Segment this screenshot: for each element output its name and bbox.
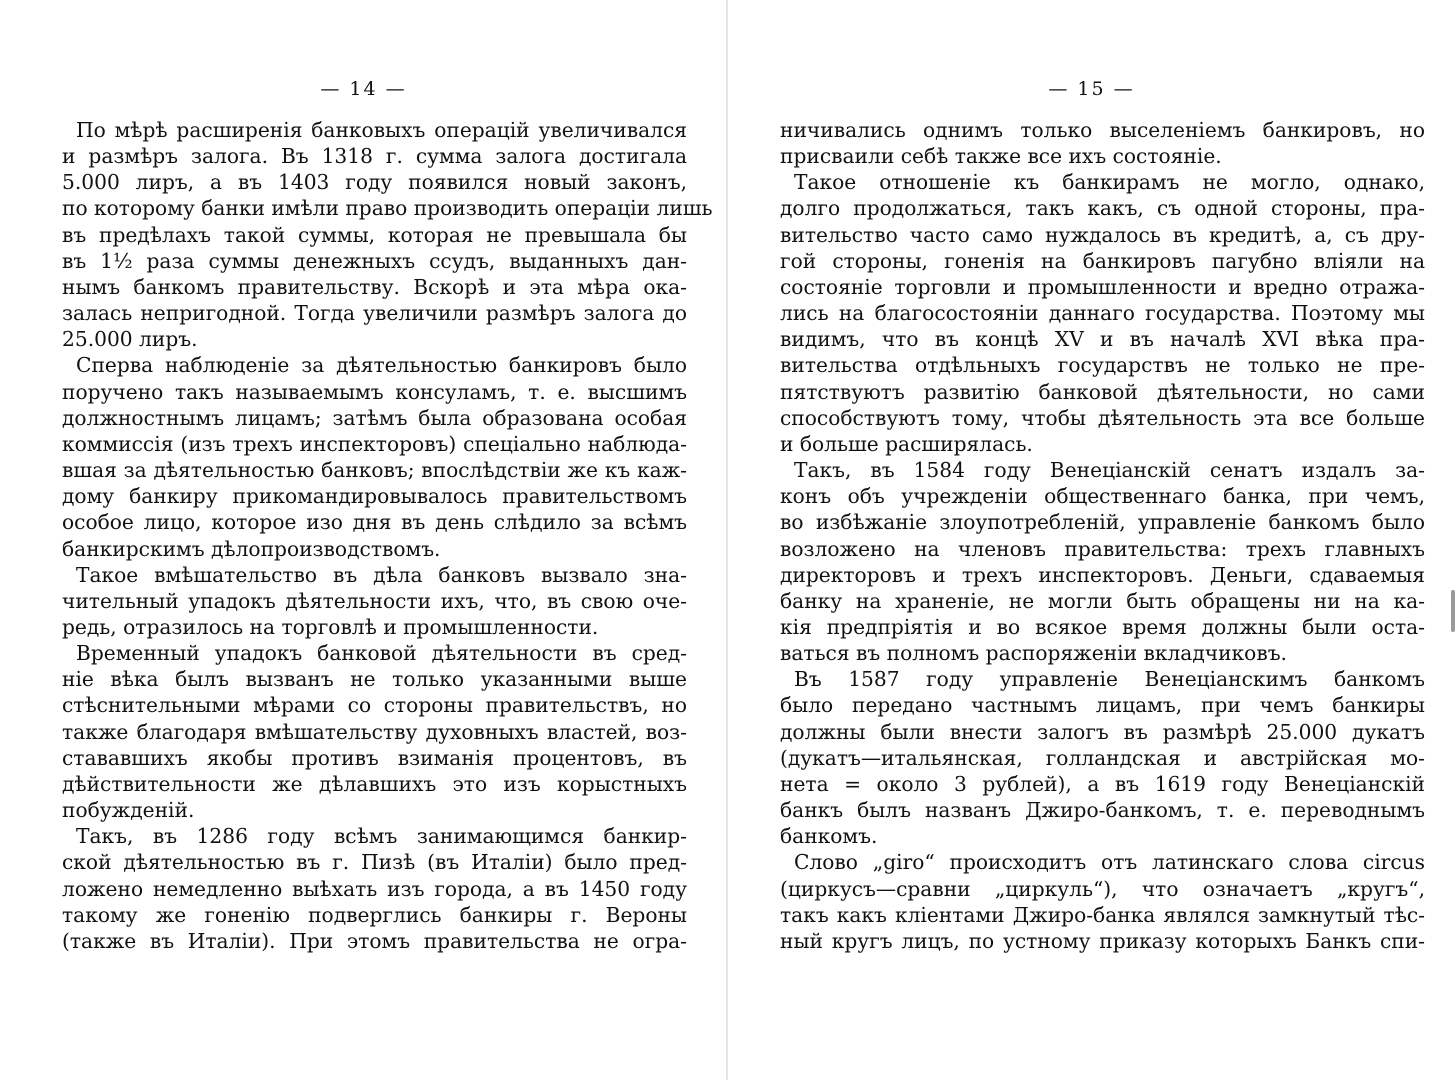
text-line: способствуютъ тому, чтобы дѣятельность эта все больше bbox=[780, 405, 1425, 430]
text-line: такому же гоненію подверглись банкиры г. Вероны bbox=[62, 902, 687, 927]
text-line: дѣйствительности же дѣлавшихъ это изъ корыстныхъ bbox=[62, 771, 687, 796]
left-page bbox=[0, 0, 727, 1080]
page-body-text bbox=[780, 117, 1425, 954]
text-line: 25.000 лиръ. bbox=[62, 327, 198, 352]
text-line: редь, отразилось на торговлѣ и промышленности. bbox=[62, 614, 599, 639]
text-line: Такое вмѣшательство въ дѣла банковъ вызвало зна- bbox=[76, 562, 687, 587]
text-line: въ 1½ раза суммы денежныхъ ссудъ, выданныхъ дан- bbox=[62, 248, 687, 273]
text-line: и размѣръ залога. Въ 1318 г. сумма залога достигала bbox=[62, 144, 687, 169]
text-line: ской дѣятельностью въ г. Пизѣ (въ Италіи) было пред- bbox=[62, 850, 687, 875]
text-line: коммиссія (изъ трехъ инспекторовъ) спеціально наблюда- bbox=[62, 431, 687, 456]
text-line: банку на храненіе, не могли быть обращены ни на ка- bbox=[780, 588, 1425, 613]
text-line: стѣснительными мѣрами со стороны правительствъ, но bbox=[62, 693, 687, 718]
page-number: — 14 — bbox=[320, 78, 407, 100]
text-line: вшая за дѣятельностью банковъ; впослѣдствіи же къ каж- bbox=[62, 458, 687, 483]
text-line: состояніе торговли и промышленности и вредно отража- bbox=[780, 274, 1425, 299]
text-line: видимъ, что въ концѣ XV и въ началѣ XVI вѣка пра- bbox=[780, 327, 1425, 352]
text-line: (также въ Италіи). При этомъ правительства не огра- bbox=[62, 928, 687, 953]
text-line: дому банкиру прикомандировывалось правительствомъ bbox=[62, 484, 687, 509]
text-line: Такое отношеніе къ банкирамъ не могло, однако, bbox=[794, 170, 1425, 195]
text-line: пятствуютъ развитію банковой дѣятельности, но сами bbox=[780, 379, 1425, 404]
text-line: чительный упадокъ дѣятельности ихъ, что, въ свою оче- bbox=[62, 588, 687, 613]
text-line: во избѣжаніе злоупотребленій, управленіе банкомъ было bbox=[780, 510, 1425, 535]
text-line: гой стороны, гоненія на банкировъ пагубно вліяли на bbox=[780, 248, 1425, 273]
right-page bbox=[728, 0, 1455, 1080]
page-body-text bbox=[62, 117, 713, 954]
text-line: должны были внести залогъ въ размѣрѣ 25.000 дукатъ bbox=[780, 719, 1425, 744]
text-line: поручено такъ называемымъ консуламъ, т. е. высшимъ bbox=[62, 379, 687, 404]
text-line: ложено немедленно выѣхать изъ города, а въ 1450 году bbox=[62, 876, 687, 901]
text-line: (дукатъ—итальянская, голландская и австрійская мо- bbox=[780, 745, 1425, 770]
text-line: должностнымъ лицамъ; затѣмъ была образована особая bbox=[62, 405, 687, 430]
text-line: особое лицо, которое изо дня въ день слѣдило за всѣмъ bbox=[62, 510, 687, 535]
text-line: вительство часто само нуждалось въ кредитѣ, а, съ дру- bbox=[780, 222, 1425, 247]
text-line: залась непригодной. Тогда увеличили размѣръ залога до bbox=[62, 301, 687, 326]
text-line: кія предпріятія и во всякое время должны были оста- bbox=[780, 614, 1425, 639]
text-line: лись на благосостояніи даннаго государства. Поэтому мы bbox=[780, 301, 1425, 326]
text-line: такъ какъ кліентами Джиро-банка являлся замкнутый тѣс- bbox=[780, 902, 1425, 927]
page-edge-mark bbox=[1451, 590, 1455, 632]
text-line: также благодаря вмѣшательству духовныхъ властей, воз- bbox=[62, 719, 687, 744]
text-line: и больше расширялась. bbox=[780, 431, 1033, 456]
text-line: побужденій. bbox=[62, 798, 195, 823]
text-line: Въ 1587 году управленіе Венеціанскимъ банкомъ bbox=[794, 667, 1425, 692]
text-line: по которому банки имѣли право производить операціи лишь bbox=[62, 196, 713, 221]
text-line: Временный упадокъ банковой дѣятельности въ сред- bbox=[76, 641, 687, 666]
text-line: директоровъ и трехъ инспекторовъ. Деньги, сдаваемыя bbox=[780, 562, 1425, 587]
text-line: долго продолжаться, такъ какъ, съ одной стороны, пра- bbox=[780, 196, 1425, 221]
page-number: — 15 — bbox=[1048, 78, 1135, 100]
text-line: Такъ, въ 1286 году всѣмъ занимающимся банкир- bbox=[76, 824, 687, 849]
text-line: въ предѣлахъ такой суммы, которая не превышала бы bbox=[62, 222, 687, 247]
text-line: банкомъ. bbox=[780, 824, 878, 849]
text-line: было передано частнымъ лицамъ, при чемъ банкиры bbox=[780, 693, 1425, 718]
text-line: ный кругъ лицъ, по устному приказу которыхъ Банкъ спи- bbox=[780, 928, 1425, 953]
text-line: Такъ, въ 1584 году Венеціанскій сенатъ издалъ за- bbox=[794, 458, 1425, 483]
text-line: 5.000 лиръ, а въ 1403 году появился новый законъ, bbox=[62, 170, 687, 195]
text-line: ваться въ полномъ распоряженіи вкладчиковъ. bbox=[780, 641, 1287, 666]
text-line: Сперва наблюденіе за дѣятельностью банкировъ было bbox=[76, 353, 687, 378]
text-line: нета = около 3 рублей), а въ 1619 году Венеціанскій bbox=[780, 771, 1425, 796]
text-line: банкирскимъ дѣлопроизводствомъ. bbox=[62, 536, 441, 561]
text-line: возложено на членовъ правительства: трехъ главныхъ bbox=[780, 536, 1425, 561]
text-line: ніе вѣка былъ вызванъ не только указанными выше bbox=[62, 667, 687, 692]
text-line: банкъ былъ названъ Джиро-банкомъ, т. е. переводнымъ bbox=[780, 798, 1425, 823]
text-line: стававшихъ якобы противъ взиманія процентовъ, въ bbox=[62, 745, 687, 770]
text-line: нымъ банкомъ правительству. Вскорѣ и эта мѣра ока- bbox=[62, 274, 687, 299]
text-line: ничивались однимъ только выселеніемъ банкировъ, но bbox=[780, 118, 1425, 142]
text-line: (циркусъ—сравни „циркуль“), что означаетъ „кругъ“, bbox=[780, 876, 1425, 901]
text-line: вительства отдѣльныхъ государствъ не только не пре- bbox=[780, 353, 1425, 378]
text-line: Слово „giro“ происходитъ отъ латинскаго слова circus bbox=[794, 850, 1425, 875]
text-line: По мѣрѣ расширенія банковыхъ операцій увеличивался bbox=[76, 118, 687, 142]
text-line: присваили себѣ также все ихъ состояніе. bbox=[780, 144, 1222, 169]
text-line: конъ объ учрежденіи общественнаго банка, при чемъ, bbox=[780, 484, 1425, 509]
